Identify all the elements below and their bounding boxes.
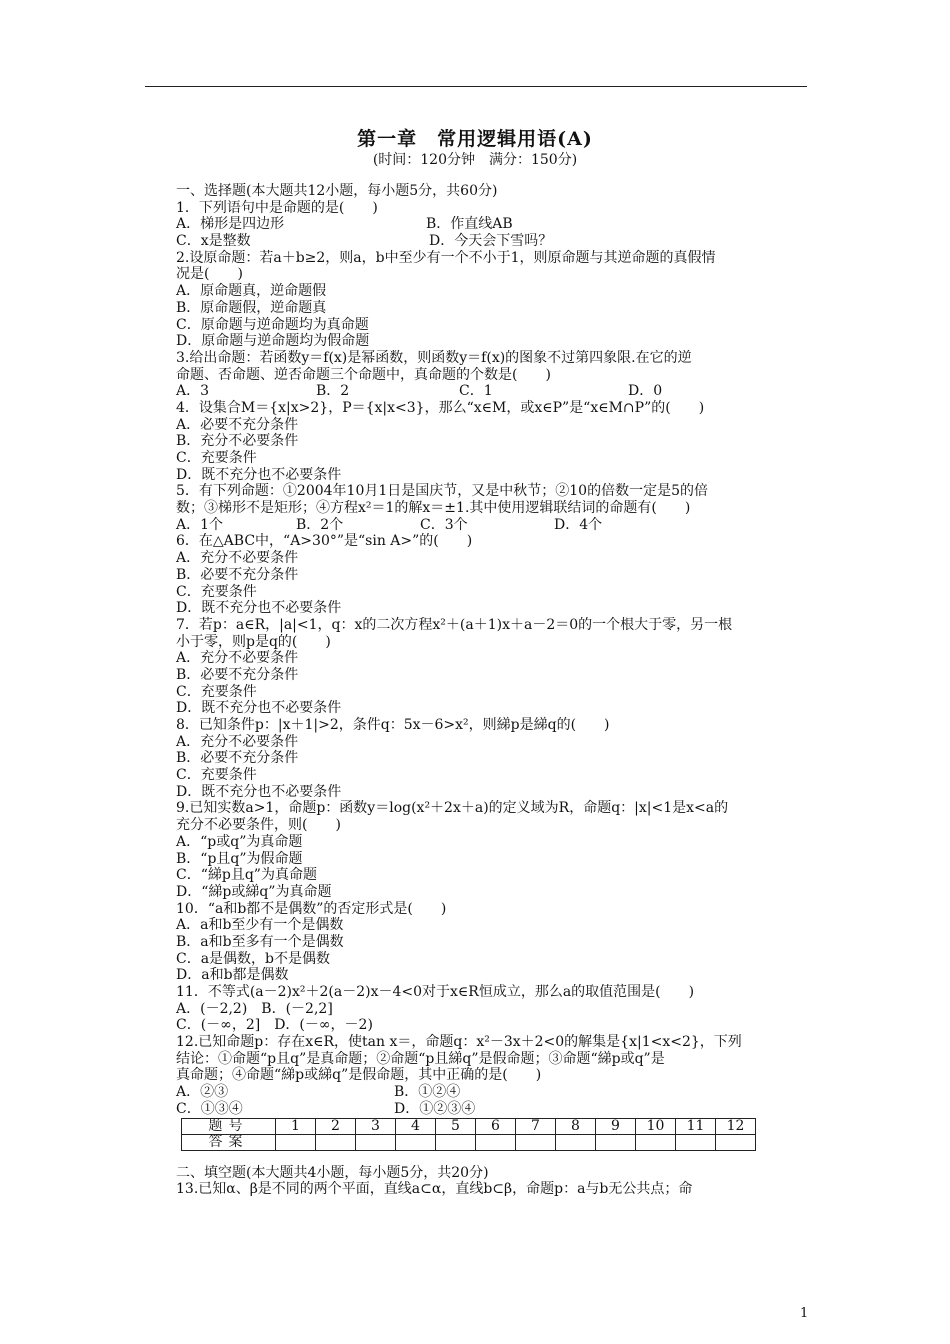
option: A．原命题真，逆命题假 bbox=[176, 283, 327, 300]
section-heading: 一、选择题(本大题共12小题，每小题5分，共60分) bbox=[176, 183, 498, 199]
answer-cell bbox=[396, 1134, 436, 1150]
answer-table bbox=[181, 1118, 756, 1151]
option: C．1 bbox=[459, 383, 493, 400]
question-line: 12.已知命题p：存在x∈R，使tan x＝，命题q：x²－3x＋2<0的解集是{x|1<x<2}，下列 bbox=[176, 1034, 742, 1051]
answer-cell bbox=[476, 1134, 516, 1150]
answer-cell bbox=[316, 1134, 356, 1150]
answer-cell bbox=[596, 1134, 636, 1150]
question-line: 10．“a和b都不是偶数”的否定形式是( ) bbox=[176, 900, 447, 917]
question-line: 11．不等式(a－2)x²＋2(a－2)x－4<0对于x∈R恒成立，那么a的取值范围是( ) bbox=[176, 984, 695, 1000]
option: A．“p或q”为真命题 bbox=[176, 833, 303, 850]
option: C．①③④ bbox=[176, 1100, 243, 1117]
option: D．既不充分也不必要条件 bbox=[176, 466, 342, 483]
option: D．既不充分也不必要条件 bbox=[176, 783, 342, 800]
question-line: 命题、否命题、逆否命题三个命题中，真命题的个数是( ) bbox=[176, 366, 551, 383]
table-cell: 6 bbox=[476, 1118, 516, 1134]
option: D．“綈p或綈q”为真命题 bbox=[176, 883, 332, 900]
table-cell: 1 bbox=[276, 1118, 316, 1134]
table-cell: 4 bbox=[396, 1118, 436, 1134]
option: A．1个 bbox=[176, 516, 224, 533]
option: A．必要不充分条件 bbox=[176, 416, 299, 433]
option: D．①②③④ bbox=[394, 1100, 476, 1117]
option: B．原命题假，逆命题真 bbox=[176, 299, 327, 316]
option-row bbox=[176, 517, 806, 534]
question-line: 7．若p：a∈R，|a|<1，q：x的二次方程x²＋(a＋1)x＋a－2＝0的一个根大于零，另一根 bbox=[176, 616, 733, 633]
option: B．必要不充分条件 bbox=[176, 666, 299, 683]
answer-cell bbox=[556, 1134, 596, 1150]
document-body bbox=[176, 183, 806, 1198]
question-line: 13.已知α、β是不同的两个平面，直线a⊂α，直线b⊂β，命题p：a与b无公共点；命 bbox=[176, 1181, 693, 1198]
table-cell: 9 bbox=[596, 1118, 636, 1134]
table-cell: 10 bbox=[636, 1118, 676, 1134]
option-row bbox=[176, 1084, 806, 1101]
table-cell: 2 bbox=[316, 1118, 356, 1134]
table-cell: 8 bbox=[556, 1118, 596, 1134]
question-line: 真命题；④命题“綈p或綈q”是假命题，其中正确的是( ) bbox=[176, 1067, 542, 1084]
option: D．今天会下雪吗？ bbox=[429, 233, 553, 250]
answer-cell bbox=[276, 1134, 316, 1150]
option: A．a和b至少有一个是偶数 bbox=[176, 917, 344, 934]
question-line: 小于零，则p是q的( ) bbox=[176, 633, 331, 650]
question-line: 5．有下列命题：①2004年10月1日是国庆节，又是中秋节；②10的倍数一定是5的倍 bbox=[176, 483, 708, 500]
option: A．(－2,2) B．(－2,2] bbox=[176, 1000, 333, 1017]
option: C．充要条件 bbox=[176, 583, 257, 600]
option-row bbox=[176, 233, 806, 250]
answer-cell bbox=[676, 1134, 716, 1150]
page-title: 第一章 常用逻辑用语(A) bbox=[357, 128, 593, 150]
answer-cell bbox=[636, 1134, 676, 1150]
section-heading: 二、填空题(本大题共4小题，每小题5分，共20分) bbox=[176, 1164, 489, 1181]
option: C．x是整数 bbox=[176, 233, 251, 250]
option: B．作直线AB bbox=[426, 216, 513, 233]
table-cell: 12 bbox=[716, 1118, 756, 1134]
question-line: 况是( ) bbox=[176, 266, 243, 283]
table-row bbox=[182, 1118, 756, 1134]
option: C．3个 bbox=[420, 516, 468, 533]
option: C．(－∞，2] D．(－∞，－2) bbox=[176, 1017, 373, 1034]
option-row bbox=[176, 1101, 806, 1118]
option-row bbox=[176, 383, 806, 400]
option: A．充分不必要条件 bbox=[176, 733, 299, 750]
option-row bbox=[176, 216, 806, 233]
question-line: 4．设集合M＝{x|x>2}，P＝{x|x<3}，那么“x∈M，或x∈P”是“x∈M∩P”的( ) bbox=[176, 399, 705, 416]
table-cell: 5 bbox=[436, 1118, 476, 1134]
option: A．梯形是四边形 bbox=[176, 216, 285, 233]
option: D．0 bbox=[628, 383, 663, 400]
option: B．“p且q”为假命题 bbox=[176, 850, 303, 867]
option: C．充要条件 bbox=[176, 683, 257, 700]
table-row bbox=[182, 1134, 756, 1150]
option: B．2个 bbox=[296, 516, 344, 533]
question-line: 9.已知实数a>1，命题p：函数y＝log(x²＋2x＋a)的定义域为R，命题q：|x|<1是x<a的 bbox=[176, 800, 729, 817]
option: C．“綈p且q”为真命题 bbox=[176, 867, 317, 884]
question-line: 3.给出命题：若函数y＝f(x)是幂函数，则函数y＝f(x)的图象不过第四象限.在它的逆 bbox=[176, 349, 692, 366]
table-cell: 11 bbox=[676, 1118, 716, 1134]
question-line: 数；③梯形不是矩形；④方程x²＝1的解x＝±1.其中使用逻辑联结词的命题有( ) bbox=[176, 500, 691, 517]
question-line: 6．在△ABC中，“A>30°”是“sin A>”的( ) bbox=[176, 533, 473, 550]
question-line: 1．下列语句中是命题的是( ) bbox=[176, 199, 378, 216]
answer-cell bbox=[356, 1134, 396, 1150]
answer-cell bbox=[516, 1134, 556, 1150]
option: B．必要不充分条件 bbox=[176, 750, 299, 767]
table-cell: 7 bbox=[516, 1118, 556, 1134]
option: A．充分不必要条件 bbox=[176, 550, 299, 567]
page-subtitle: (时间：120分钟 满分：150分) bbox=[372, 152, 578, 168]
option: A．3 bbox=[176, 383, 210, 400]
option: D．4个 bbox=[554, 516, 603, 533]
question-line: 充分不必要条件，则( ) bbox=[176, 817, 341, 834]
page-number: 1 bbox=[800, 1306, 809, 1321]
option: C．充要条件 bbox=[176, 450, 257, 466]
option: B．必要不充分条件 bbox=[176, 566, 299, 583]
table-header-cell: 题号 bbox=[182, 1118, 276, 1134]
question-line: 结论：①命题“p且q”是真命题；②命题“p且綈q”是假命题；③命题“綈p或q”是 bbox=[176, 1050, 665, 1067]
answer-cell bbox=[716, 1134, 756, 1150]
header-rule bbox=[145, 86, 807, 87]
option: D．既不充分也不必要条件 bbox=[176, 700, 342, 717]
option: D．原命题与逆命题均为假命题 bbox=[176, 333, 370, 350]
question-line: 2.设原命题：若a＋b≥2，则a，b中至少有一个不小于1，则原命题与其逆命题的真假情 bbox=[176, 249, 716, 266]
option: D．a和b都是偶数 bbox=[176, 967, 289, 984]
option: C．充要条件 bbox=[176, 767, 257, 784]
option: B．2 bbox=[316, 383, 350, 400]
option: A．②③ bbox=[176, 1084, 229, 1101]
answer-cell bbox=[436, 1134, 476, 1150]
option: A．充分不必要条件 bbox=[176, 650, 299, 667]
option: B．①②④ bbox=[394, 1084, 461, 1101]
option: B．a和b至多有一个是偶数 bbox=[176, 933, 344, 950]
option: C．原命题与逆命题均为真命题 bbox=[176, 316, 369, 333]
table-header-cell: 答案 bbox=[182, 1134, 276, 1150]
option: C．a是偶数，b不是偶数 bbox=[176, 950, 331, 967]
option: D．既不充分也不必要条件 bbox=[176, 600, 342, 617]
option: B．充分不必要条件 bbox=[176, 433, 299, 450]
question-line: 8．已知条件p：|x＋1|>2，条件q：5x－6>x²，则綈p是綈q的( ) bbox=[176, 717, 610, 733]
table-cell: 3 bbox=[356, 1118, 396, 1134]
